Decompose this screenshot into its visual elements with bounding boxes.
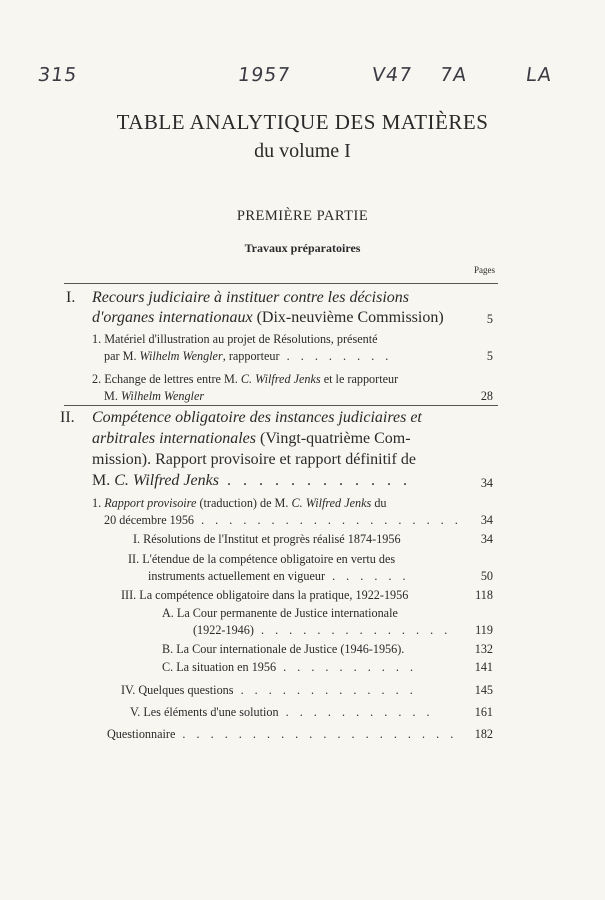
toc-subentry: II. L'étendue de la compétence obligatoire en vertu des — [128, 552, 396, 566]
page-number: 34 — [480, 513, 493, 527]
page-number: 141 — [474, 660, 493, 674]
toc-subentry: 1. Rapport provisoire (traduction) de M. C. Wilfred Jenks du — [92, 496, 387, 510]
page-number: 34 — [480, 532, 493, 546]
toc-subentry: B. La Cour internationale de Justice (1946-1956). — [162, 642, 405, 656]
handwritten-note: LA — [524, 64, 554, 86]
page-number: 34 — [480, 476, 493, 490]
divider — [64, 405, 498, 406]
toc-entry-title: d'organes internationaux (Dix-neuvième Commission) — [92, 309, 444, 326]
section-number: I. — [66, 289, 76, 306]
toc-entry-title: M. C. Wilfred Jenks . . . . . . . . . . . . — [92, 472, 411, 489]
pages-column-label: Pages — [474, 265, 495, 275]
toc-subentry: I. Résolutions de l'Institut et progrès réalisé 1874-1956 — [133, 532, 401, 546]
toc-subentry: instruments actuellement en vigueur . . . . . . — [148, 569, 410, 583]
handwritten-note: 315 — [36, 64, 79, 86]
page-number: 5 — [486, 349, 493, 363]
page-number: 161 — [474, 705, 493, 719]
toc-entry-title: Compétence obligatoire des instances judiciaires et — [92, 409, 422, 426]
handwritten-note: V47 — [370, 64, 414, 86]
page-number: 118 — [475, 588, 493, 602]
page-number: 5 — [486, 312, 493, 326]
toc-subentry: 2. Echange de lettres entre M. C. Wilfred Jenks et le rapporteur — [92, 372, 399, 386]
toc-entry-title: arbitrales internationales (Vingt-quatrième Com- — [92, 430, 411, 447]
page-number: 145 — [474, 683, 493, 697]
toc-subentry: par M. Wilhelm Wengler, rapporteur . . . . . . . . — [104, 349, 393, 363]
toc-subentry: 1. Matériel d'illustration au projet de Résolutions, présenté — [92, 332, 378, 346]
page-title: TABLE ANALYTIQUE DES MATIÈRES — [116, 110, 489, 134]
toc-subentry: C. La situation en 1956 . . . . . . . . . . — [162, 660, 418, 674]
toc-entry-title: mission). Rapport provisoire et rapport définitif de — [92, 451, 416, 468]
page-number: 132 — [474, 642, 493, 656]
toc-subentry: (1922-1946) . . . . . . . . . . . . . . — [193, 623, 452, 637]
toc-subentry: IV. Quelques questions . . . . . . . . . . . . . — [121, 683, 417, 697]
page-number: 182 — [474, 727, 493, 741]
page-number: 119 — [475, 623, 493, 637]
page-number: 28 — [480, 389, 493, 403]
page-number: 50 — [480, 569, 493, 583]
section-number: II. — [60, 409, 75, 426]
toc-subentry: M. Wilhelm Wengler — [104, 389, 205, 403]
handwritten-note: 7A — [438, 64, 469, 86]
page-subtitle: du volume I — [254, 140, 351, 162]
part-heading: PREMIÈRE PARTIE — [236, 208, 369, 224]
handwritten-note: 1957 — [236, 64, 292, 86]
toc-subentry: A. La Cour permanente de Justice internationale — [162, 606, 398, 620]
toc-subentry: Questionnaire . . . . . . . . . . . . . . . . . . . . — [107, 727, 458, 741]
toc-subentry: 20 décembre 1956 . . . . . . . . . . . . . . . . . . . — [104, 513, 462, 527]
toc-subentry: V. Les éléments d'une solution . . . . . . . . . . . — [130, 705, 434, 719]
toc-entry-title: Recours judiciaire à instituer contre les décisions — [92, 289, 409, 306]
section-heading: Travaux préparatoires — [244, 241, 361, 255]
divider — [64, 283, 498, 284]
toc-subentry: III. La compétence obligatoire dans la pratique, 1922-1956 — [121, 588, 409, 602]
